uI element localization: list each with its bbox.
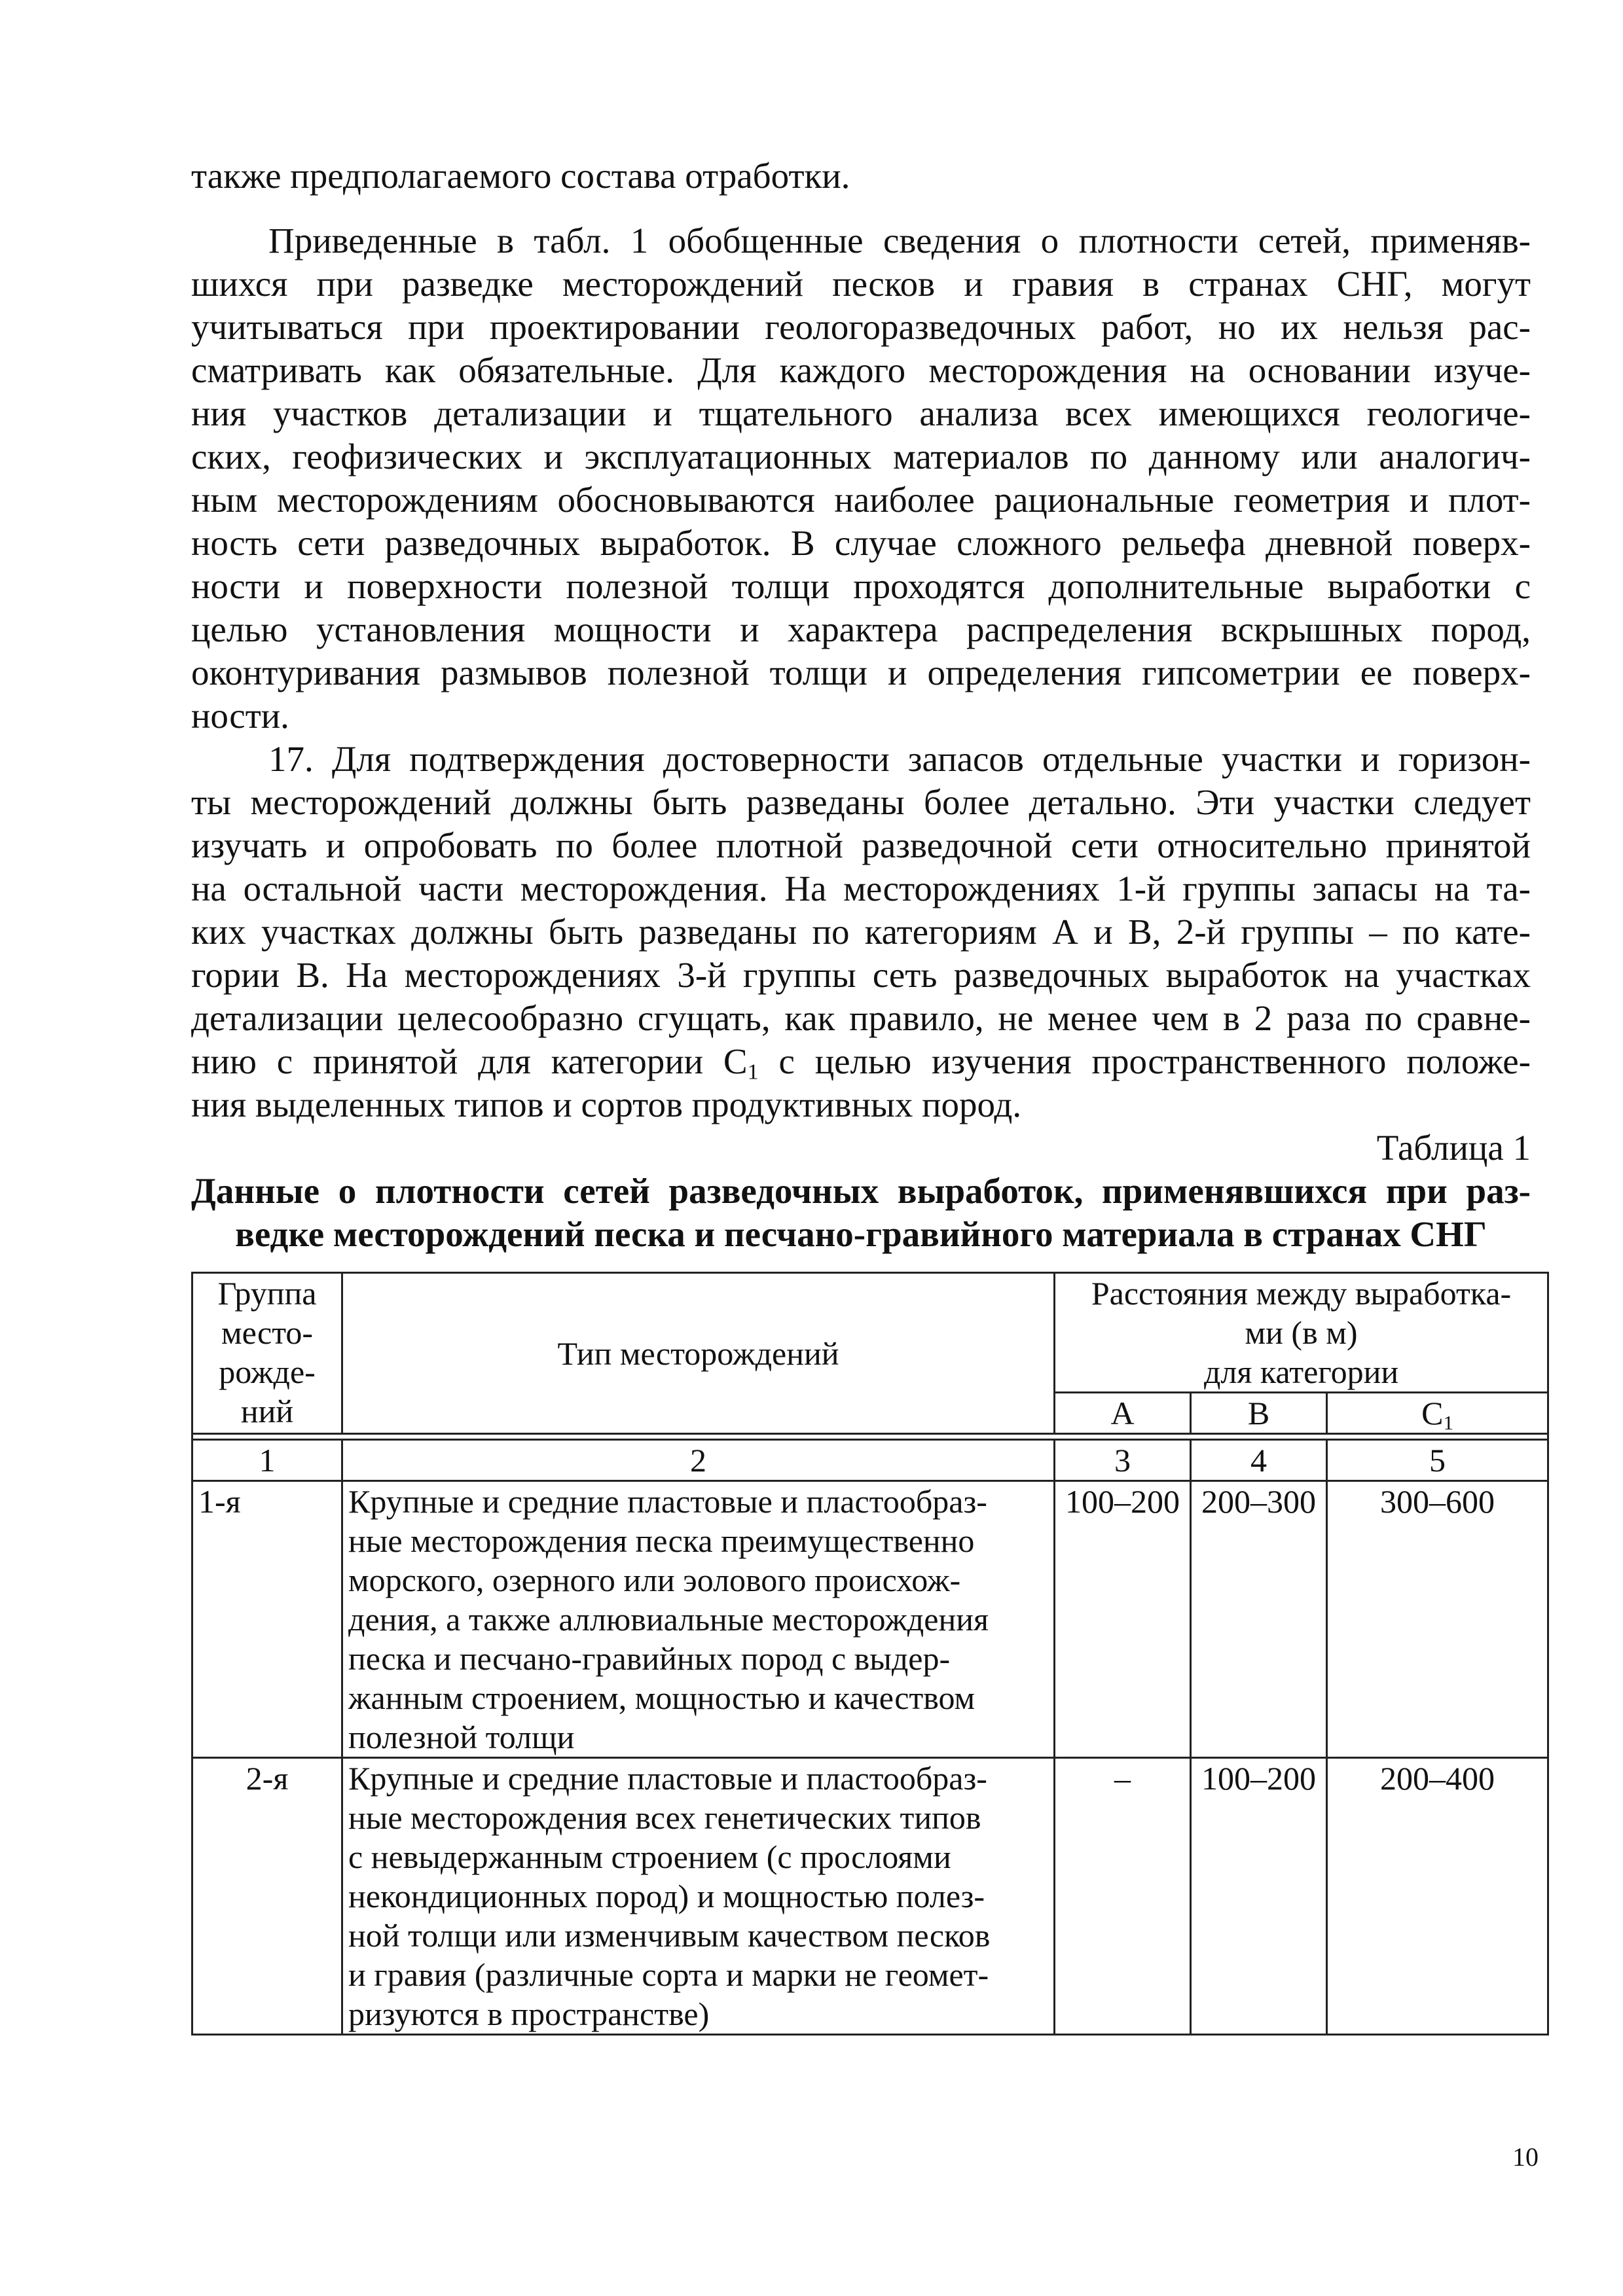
text-line: ность сети разведочных выработок. В случае сложного рельефа дневной поверх- — [191, 523, 1531, 563]
cell-line: жанным строением, мощностью и качеством — [348, 1679, 976, 1716]
text-line: шихся при разведке месторождений песков и гравия в странах СНГ, могут — [191, 264, 1531, 304]
table-header-row — [192, 1273, 1548, 1393]
text-line: 17. Для подтверждения достоверности запасов отдельные участки и горизон- — [268, 739, 1531, 779]
text-line: целью установления мощности и характера распределения вскрышных пород, — [191, 609, 1531, 649]
text-fragment: с целью изучения пространственного положе- — [758, 1041, 1531, 1081]
text-line: ты месторождений должны быть разведаны более детально. Эти участки следует — [191, 782, 1531, 822]
cell-line: ризуются в пространстве) — [348, 1996, 710, 2032]
text-line: изучать и опробовать по более плотной разведочной сети относительно принятой — [191, 825, 1531, 865]
cell-category-c1: 200–400 — [1327, 1758, 1548, 2035]
cell-type — [342, 1481, 1055, 1758]
header-line: ми (в м) — [1245, 1314, 1358, 1351]
table-row — [192, 1481, 1548, 1758]
cell-line: дения, а также аллювиальные месторождения — [348, 1601, 989, 1638]
cell-line: Крупные и средние пластовые и пластообраз- — [348, 1483, 987, 1520]
text-line: ным месторождениям обосновываются наиболее рациональные геометрия и плот- — [191, 480, 1531, 520]
density-table — [191, 1272, 1549, 2036]
text-line: оконтуривания размывов полезной толщи и определения гипсометрии ее поверх- — [191, 653, 1531, 692]
cell-category-b: 100–200 — [1191, 1758, 1327, 2035]
cell-group: 1-я — [192, 1481, 342, 1758]
cell-category-a: – — [1055, 1758, 1191, 2035]
table-caption-number: Таблица 1 — [1376, 1128, 1531, 1168]
page-number: 10 — [1512, 2142, 1539, 2172]
header-category-c1-label: С — [1421, 1395, 1444, 1431]
text-line: ких участках должны быть разведаны по категориям А и В, 2-й группы – по кате- — [191, 912, 1531, 952]
header-group — [192, 1273, 342, 1434]
header-line: место- — [221, 1314, 314, 1351]
table-title-line: ведке месторождений песка и песчано-гравийного материала в странах СНГ — [235, 1214, 1487, 1254]
header-line: ний — [240, 1393, 294, 1429]
text-line: ности. — [191, 696, 289, 736]
cell-category-b: 200–300 — [1191, 1481, 1327, 1758]
text-line: ности и поверхности полезной толщи проходятся дополнительные выработки с — [191, 566, 1531, 606]
header-line: для категории — [1203, 1354, 1399, 1390]
column-number: 5 — [1327, 1440, 1548, 1481]
column-number: 4 — [1191, 1440, 1327, 1481]
header-line: рожде- — [219, 1354, 316, 1390]
table-title-line: Данные о плотности сетей разведочных выработок, применявшихся при раз- — [191, 1171, 1531, 1211]
header-line: Расстояния между выработка- — [1091, 1275, 1512, 1312]
text-line: на остальной части месторождения. На месторождениях 1-й группы запасы на та- — [191, 869, 1531, 908]
table-separator — [192, 1434, 1548, 1440]
cell-line: морского, озерного или эолового происхож- — [348, 1562, 961, 1598]
text-line: гории В. На месторождениях 3-й группы сеть разведочных выработок на участках — [191, 955, 1531, 995]
cell-line: некондиционных пород) и мощностью полез- — [348, 1878, 985, 1914]
cell-line: ной толщи или изменчивым качеством песков — [348, 1917, 991, 1954]
cell-type — [342, 1758, 1055, 2035]
text-line — [191, 1040, 1531, 1083]
cell-line: ные месторождения всех генетических типов — [348, 1799, 981, 1836]
cell-line: и гравия (различные сорта и марки не геомет- — [348, 1956, 989, 1993]
column-number-row — [192, 1440, 1548, 1481]
header-type: Тип месторождений — [342, 1273, 1055, 1434]
header-category-c1 — [1327, 1393, 1548, 1434]
cell-line: полезной толщи — [348, 1719, 575, 1755]
text-fragment: нию с принятой для категории С — [191, 1041, 748, 1081]
cell-line: ные месторождения песка преимущественно — [348, 1522, 975, 1559]
header-category-b: В — [1191, 1393, 1327, 1434]
column-number: 3 — [1055, 1440, 1191, 1481]
text-line: детализации целесообразно сгущать, как правило, не менее чем в 2 раза по сравне- — [191, 998, 1531, 1038]
text-line: ния участков детализации и тщательного анализа всех имеющихся геологиче- — [191, 393, 1531, 433]
text-line: Приведенные в табл. 1 обобщенные сведения о плотности сетей, применяв- — [268, 221, 1531, 260]
table-row — [192, 1758, 1548, 2035]
subscript: 1 — [1443, 1410, 1453, 1434]
cell-group: 2-я — [192, 1758, 342, 2035]
cell-line: с невыдержанным строением (с прослоями — [348, 1839, 951, 1875]
header-line: Группа — [217, 1275, 317, 1312]
text-line: учитываться при проектировании геологоразведочных работ, но их нельзя рас- — [191, 307, 1531, 347]
cell-line: Крупные и средние пластовые и пластообраз- — [348, 1760, 987, 1797]
text-line: также предполагаемого состава отработки. — [191, 156, 850, 196]
header-distances — [1055, 1273, 1548, 1393]
text-line: ских, геофизических и эксплуатационных материалов по данному или аналогич- — [191, 437, 1531, 476]
column-number: 2 — [342, 1440, 1055, 1481]
column-number: 1 — [192, 1440, 342, 1481]
header-category-a: А — [1055, 1393, 1191, 1434]
cell-category-a: 100–200 — [1055, 1481, 1191, 1758]
cell-category-c1: 300–600 — [1327, 1481, 1548, 1758]
cell-line: песка и песчано-гравийных пород с выдер- — [348, 1640, 951, 1677]
text-line: сматривать как обязательные. Для каждого месторождения на основании изуче- — [191, 350, 1531, 390]
subscript: 1 — [747, 1060, 759, 1083]
text-line: ния выделенных типов и сортов продуктивных пород. — [191, 1085, 1022, 1124]
